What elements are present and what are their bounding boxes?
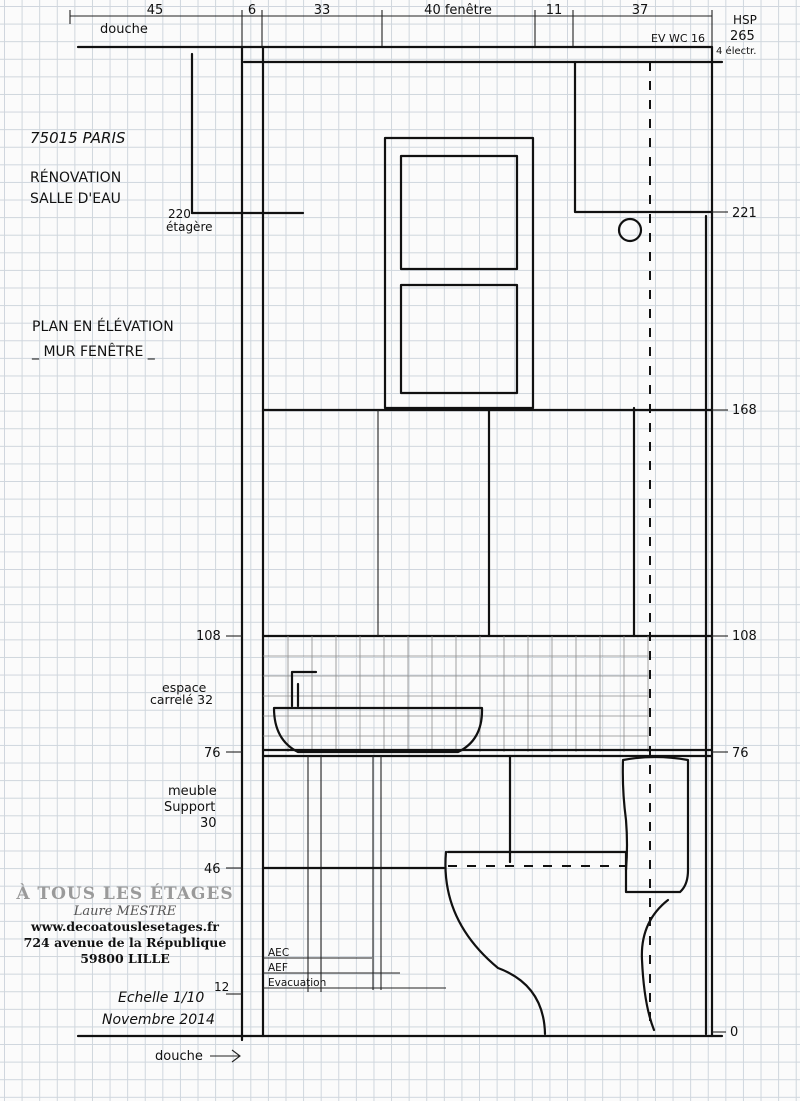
plan-title-line-1: PLAN EN ÉLÉVATION [32,319,174,335]
height-108-left: 108 [196,629,221,644]
shower-label-top: douche [100,22,148,37]
window-pane-top [401,156,517,269]
height-168: 168 [732,403,757,418]
toilet-seat [448,852,626,870]
dim-shower-width: 45 [146,3,164,18]
stamp-brand: À TOUS LES ÉTAGES [16,884,234,904]
window-pane-bottom [401,285,517,393]
top-dimension-line [70,10,712,46]
pipe-circle [619,219,641,241]
height-12: 12 [214,980,230,994]
shelf-height-label: 220 [168,207,191,221]
stamp-author: Laure MESTRE [73,904,177,919]
cabinet-label-2: Support [164,800,216,815]
upper-cabinet [575,62,712,212]
toilet-bowl-back [642,900,668,1030]
shower-label-bottom: douche [155,1049,203,1064]
height-76-right: 76 [732,746,749,761]
tile-grid [263,636,648,752]
toilet-tank [623,757,688,892]
company-stamp [10,884,240,967]
toilet-bowl-front [445,852,545,1034]
pipe-hot-label: AEC [268,947,290,959]
dim-gap-right: 11 [545,3,563,18]
window-frame [385,138,533,408]
dim-wc-zone: 37 [631,3,649,18]
scale-label: Echelle 1/10 [118,990,205,1006]
date-label: Novembre 2014 [102,1012,215,1028]
plan-title-line-2: _ MUR FENÊTRE _ [32,344,155,360]
project-line-2: SALLE D'EAU [30,191,121,207]
wc-drain-label: EV WC 16 [651,32,706,45]
city-label: 75015 PARIS [30,129,126,147]
height-76-left: 76 [204,746,221,761]
stamp-address: 724 avenue de la République [23,935,227,950]
project-line-1: RÉNOVATION [30,170,122,186]
pipe-drain-label: Evacuation [268,977,327,989]
tiled-area-label-1: espace [162,680,207,695]
cabinet-label-1: meuble [168,784,217,799]
electric-label: 4 électr. [716,46,757,57]
hsp-label: HSP [733,13,757,27]
dim-window: 40 fenêtre [424,3,492,18]
hsp-value: 265 [730,29,755,44]
height-0: 0 [730,1025,739,1040]
shelf-label: étagère [166,220,213,234]
dim-left-panel: 33 [313,3,331,18]
tiled-area-label-2: carrelé 32 [150,692,214,707]
height-108-right: 108 [732,629,757,644]
height-221: 221 [732,206,757,221]
cabinet-label-3: 30 [200,816,217,831]
dim-wall-gap: 6 [247,3,257,18]
washbasin [274,708,482,752]
height-46: 46 [204,862,221,877]
stamp-website[interactable]: www.decoatouslesetages.fr [31,919,219,934]
pipe-cold-label: AEF [268,962,288,974]
stamp-city: 59800 LILLE [80,951,170,966]
